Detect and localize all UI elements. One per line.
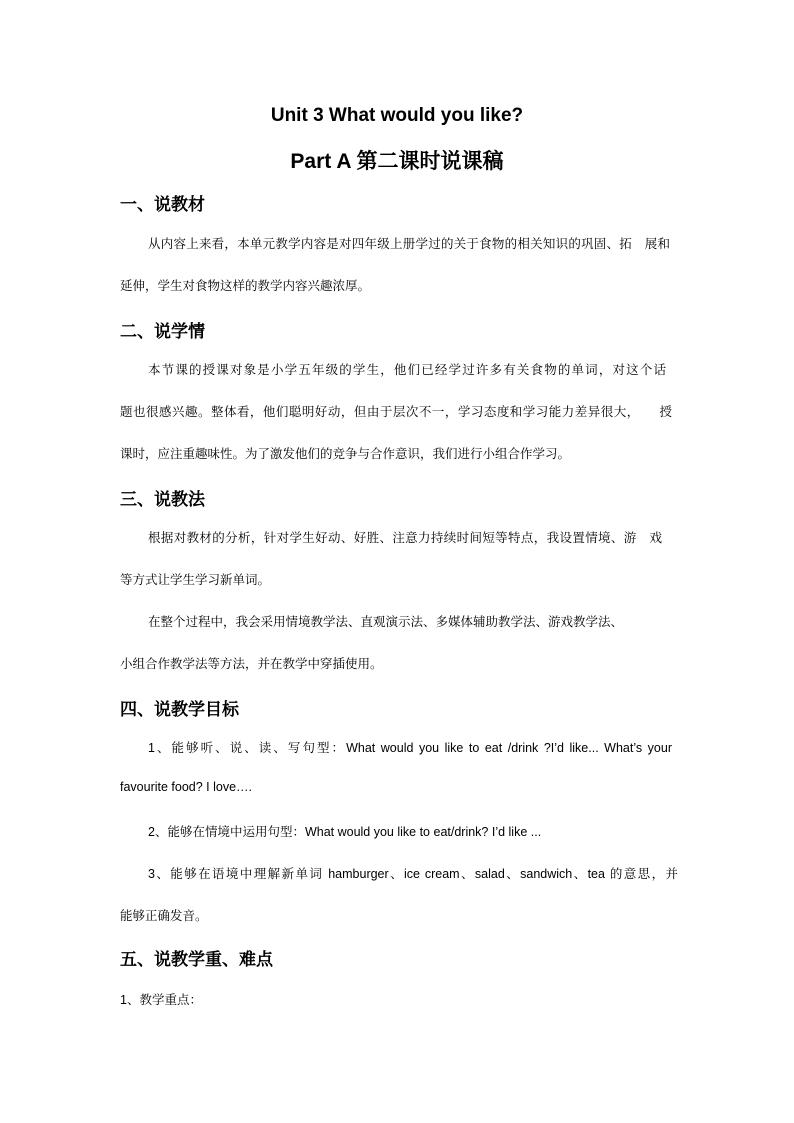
paragraph-line: 能够正确发音。 [120,909,208,923]
section-heading-teaching-methods: 三、说教法 [120,490,205,510]
paragraph-line: favourite food? I love…. [120,780,253,794]
paragraph-line: 1、能够听、说、读、写句型：What would you like to eat /drink ?I’d like... What’s your [148,741,672,755]
paragraph-line: 在整个过程中，我会采用情境教学法、直观演示法、多媒体辅助教学法、游戏教学法、 [148,615,624,629]
paragraph-line: 课时，应注重趣味性。为了激发他们的竞争与合作意识，我们进行小组合作学习。 [120,447,571,461]
paragraph-line: 根据对教材的分析，针对学生好动、好胜、注意力持续时间短等特点，我设置情境、游 戏 [148,531,662,545]
paragraph-line: 题也很感兴趣。整体看，他们聪明好动，但由于层次不一，学习态度和学习能力差异很大， 授 [120,405,672,419]
paragraph-line: 从内容上来看，本单元教学内容是对四年级上册学过的关于食物的相关知识的巩固、拓 展和 [148,237,670,251]
paragraph-line: 3、能够在语境中理解新单词 hamburger、ice cream、salad、sandwich、tea 的意思，并 [148,867,678,881]
paragraph-line: 延伸，学生对食物这样的教学内容兴趣浓厚。 [120,279,371,293]
section-heading-key-difficult-points: 五、说教学重、难点 [120,950,273,970]
paragraph-line: 2、能够在情境中运用句型：What would you like to eat/drink? I’d like ... [148,825,542,839]
paragraph-line: 小组合作教学法等方法，并在教学中穿插使用。 [120,657,383,671]
document-title: Unit 3 What would you like? [270,105,524,126]
section-heading-textbook: 一、说教材 [120,195,205,215]
paragraph-line: 1、教学重点： [120,993,202,1007]
paragraph-line: 等方式让学生学习新单词。 [120,573,271,587]
section-heading-students: 二、说学情 [120,322,205,342]
section-heading-teaching-objectives: 四、说教学目标 [120,700,239,720]
document-subtitle: Part A 第二课时说课稿 [290,150,504,173]
paragraph-line: 本节课的授课对象是小学五年级的学生，他们已经学过许多有关食物的单词，对这个话 [148,363,666,377]
